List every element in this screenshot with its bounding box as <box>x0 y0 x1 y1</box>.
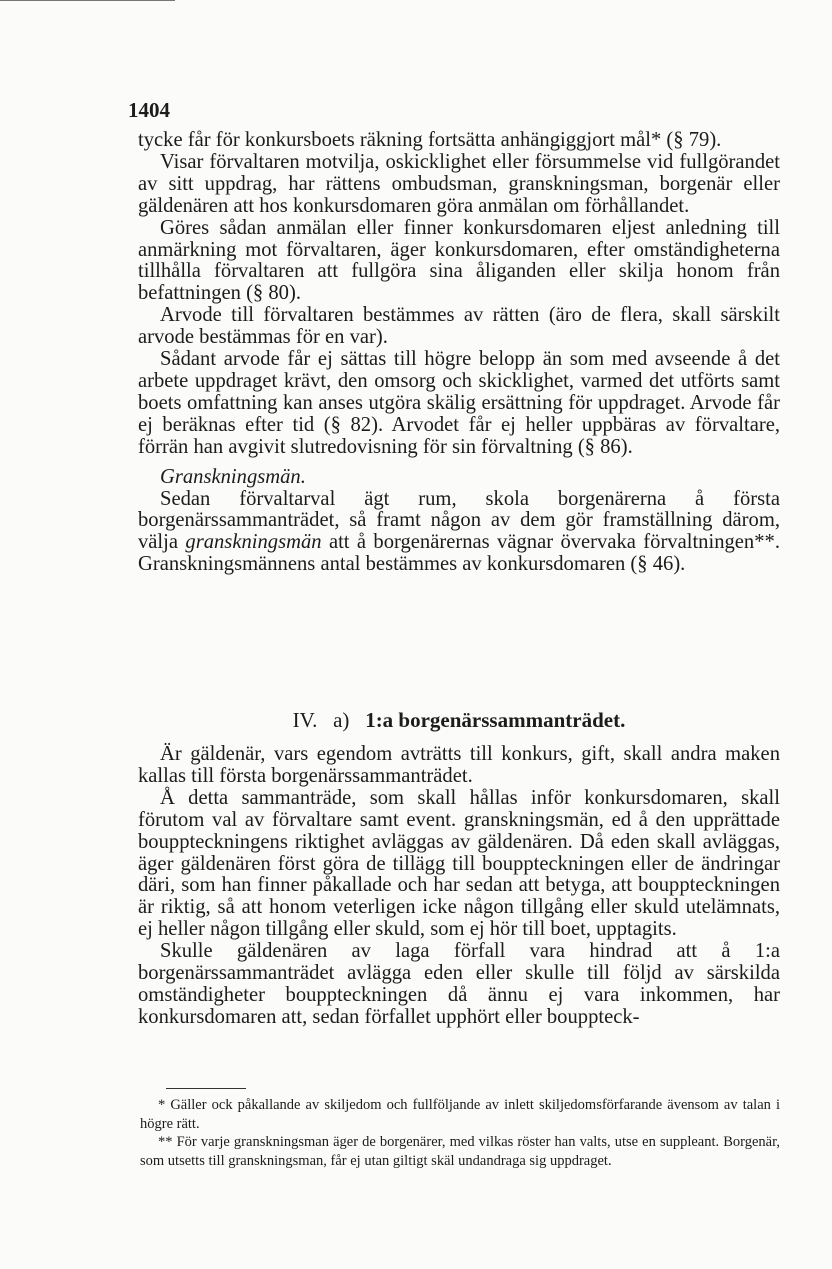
paragraph-continuation: tycke får för konkursboets räkning fortsätta anhängiggjort mål* (§ 79). <box>138 129 722 151</box>
footnote-divider <box>166 1088 246 1089</box>
paragraph-motvilja: Visar förvaltaren motvilja, oskicklighet eller försummelse vid fullgörandet av sitt uppdrag, har rättens ombudsman, granskningsman, borgenär eller gäldenären att hos konkursdomaren göra anmälan om förhållandet. <box>138 150 780 217</box>
section-roman: IV. <box>292 708 318 732</box>
paragraph-forfall: Skulle gäldenären av laga förfall vara hindrad att å 1:a borgenärssammanträdet avlägga eden eller skulle till följd av särskilda omständigheter bouppteckningen då ännu ej vara inkommen, har konkursdomaren att, sedan förfallet upphört eller bouppteck- <box>138 940 780 1028</box>
paragraph-granskningsman <box>138 489 780 577</box>
footnote-2: ** För varje granskningsman äger de borgenärer, med vilkas röster han valts, utse en suppleant. Borgenär, som utsetts till granskningsman, får ej utan giltigt skäl undandraga sig uppdraget. <box>140 1134 780 1169</box>
granskning-text-before: Sedan förvaltarval ägt rum, skola borgenärerna å första borgenärssammanträdet, så framt någon av dem gör framställning därom, välja <box>138 487 780 554</box>
subheading-granskningsman: Granskningsmän. <box>160 465 306 488</box>
section-heading <box>138 708 780 733</box>
paragraph-gift: Är gäldenär, vars egendom avträtts till konkurs, gift, skall andra maken kallas till första borgenärssammanträdet. <box>138 743 780 787</box>
page-number: 1404 <box>128 98 170 122</box>
scan-edge-line <box>0 0 175 1</box>
section-letter: a) <box>333 708 350 732</box>
section-title: 1:a borgenärssammanträdet. <box>365 708 626 732</box>
main-text-lower <box>138 744 780 1029</box>
paragraph-anmalan: Göres sådan anmälan eller finner konkursdomaren eljest anledning till anmärkning mot förvaltaren, äger konkursdomaren, efter omständigheterna tillhålla förvaltaren att fullgöra sina åliganden eller skilja honom från befattningen (§ 80). <box>138 216 780 305</box>
granskning-text-italic: granskningsmän <box>185 531 322 554</box>
paragraph-sammantrade: Å detta sammanträde, som skall hållas inför konkursdomaren, skall förutom val av förvaltare samt event. granskningsmän, ed å den upprättade bouppteckningens riktighet avläggas av gäldenären. Då eden skall avläggas, äger gäldenären först göra de tillägg till bouppteckningen eller de ändringar däri, som han finner påkallade och har sedan att betyga, att bouppteckningen är riktig, så att honom veterligen icke någon tillgång eller skuld utelämnats, ej heller någon tillgång eller skuld, som ej hör till boet, upptagits. <box>138 786 780 941</box>
main-text-upper <box>138 130 780 576</box>
footnote-1: * Gäller ock påkallande av skiljedom och fullföljande av inlett skiljedomsförfarande ävensom av talan i högre rätt. <box>140 1097 780 1132</box>
footnotes <box>140 1096 780 1170</box>
granskning-text-after: att å borgenärernas vägnar övervaka förvaltningen**. Granskningsmännens antal bestämmes av konkursdomaren (§ 46). <box>138 531 780 576</box>
paragraph-arvode-belopp: Sådant arvode får ej sättas till högre belopp än som med avseende å det arbete uppdraget krävt, den omsorg och skicklighet, varmed det utförts samt boets omfattning kan anses utgöra skälig ersättning för uppdraget. Arvode får ej beräknas efter tid (§ 82). Arvodet får ej heller uppbäras av förvaltare, förrän han avgivit slutredovisning för sin förvaltning (§ 86). <box>138 348 780 458</box>
paragraph-arvode: Arvode till förvaltaren bestämmes av rätten (äro de flera, skall särskilt arvode bestämmas för en var). <box>138 304 780 349</box>
